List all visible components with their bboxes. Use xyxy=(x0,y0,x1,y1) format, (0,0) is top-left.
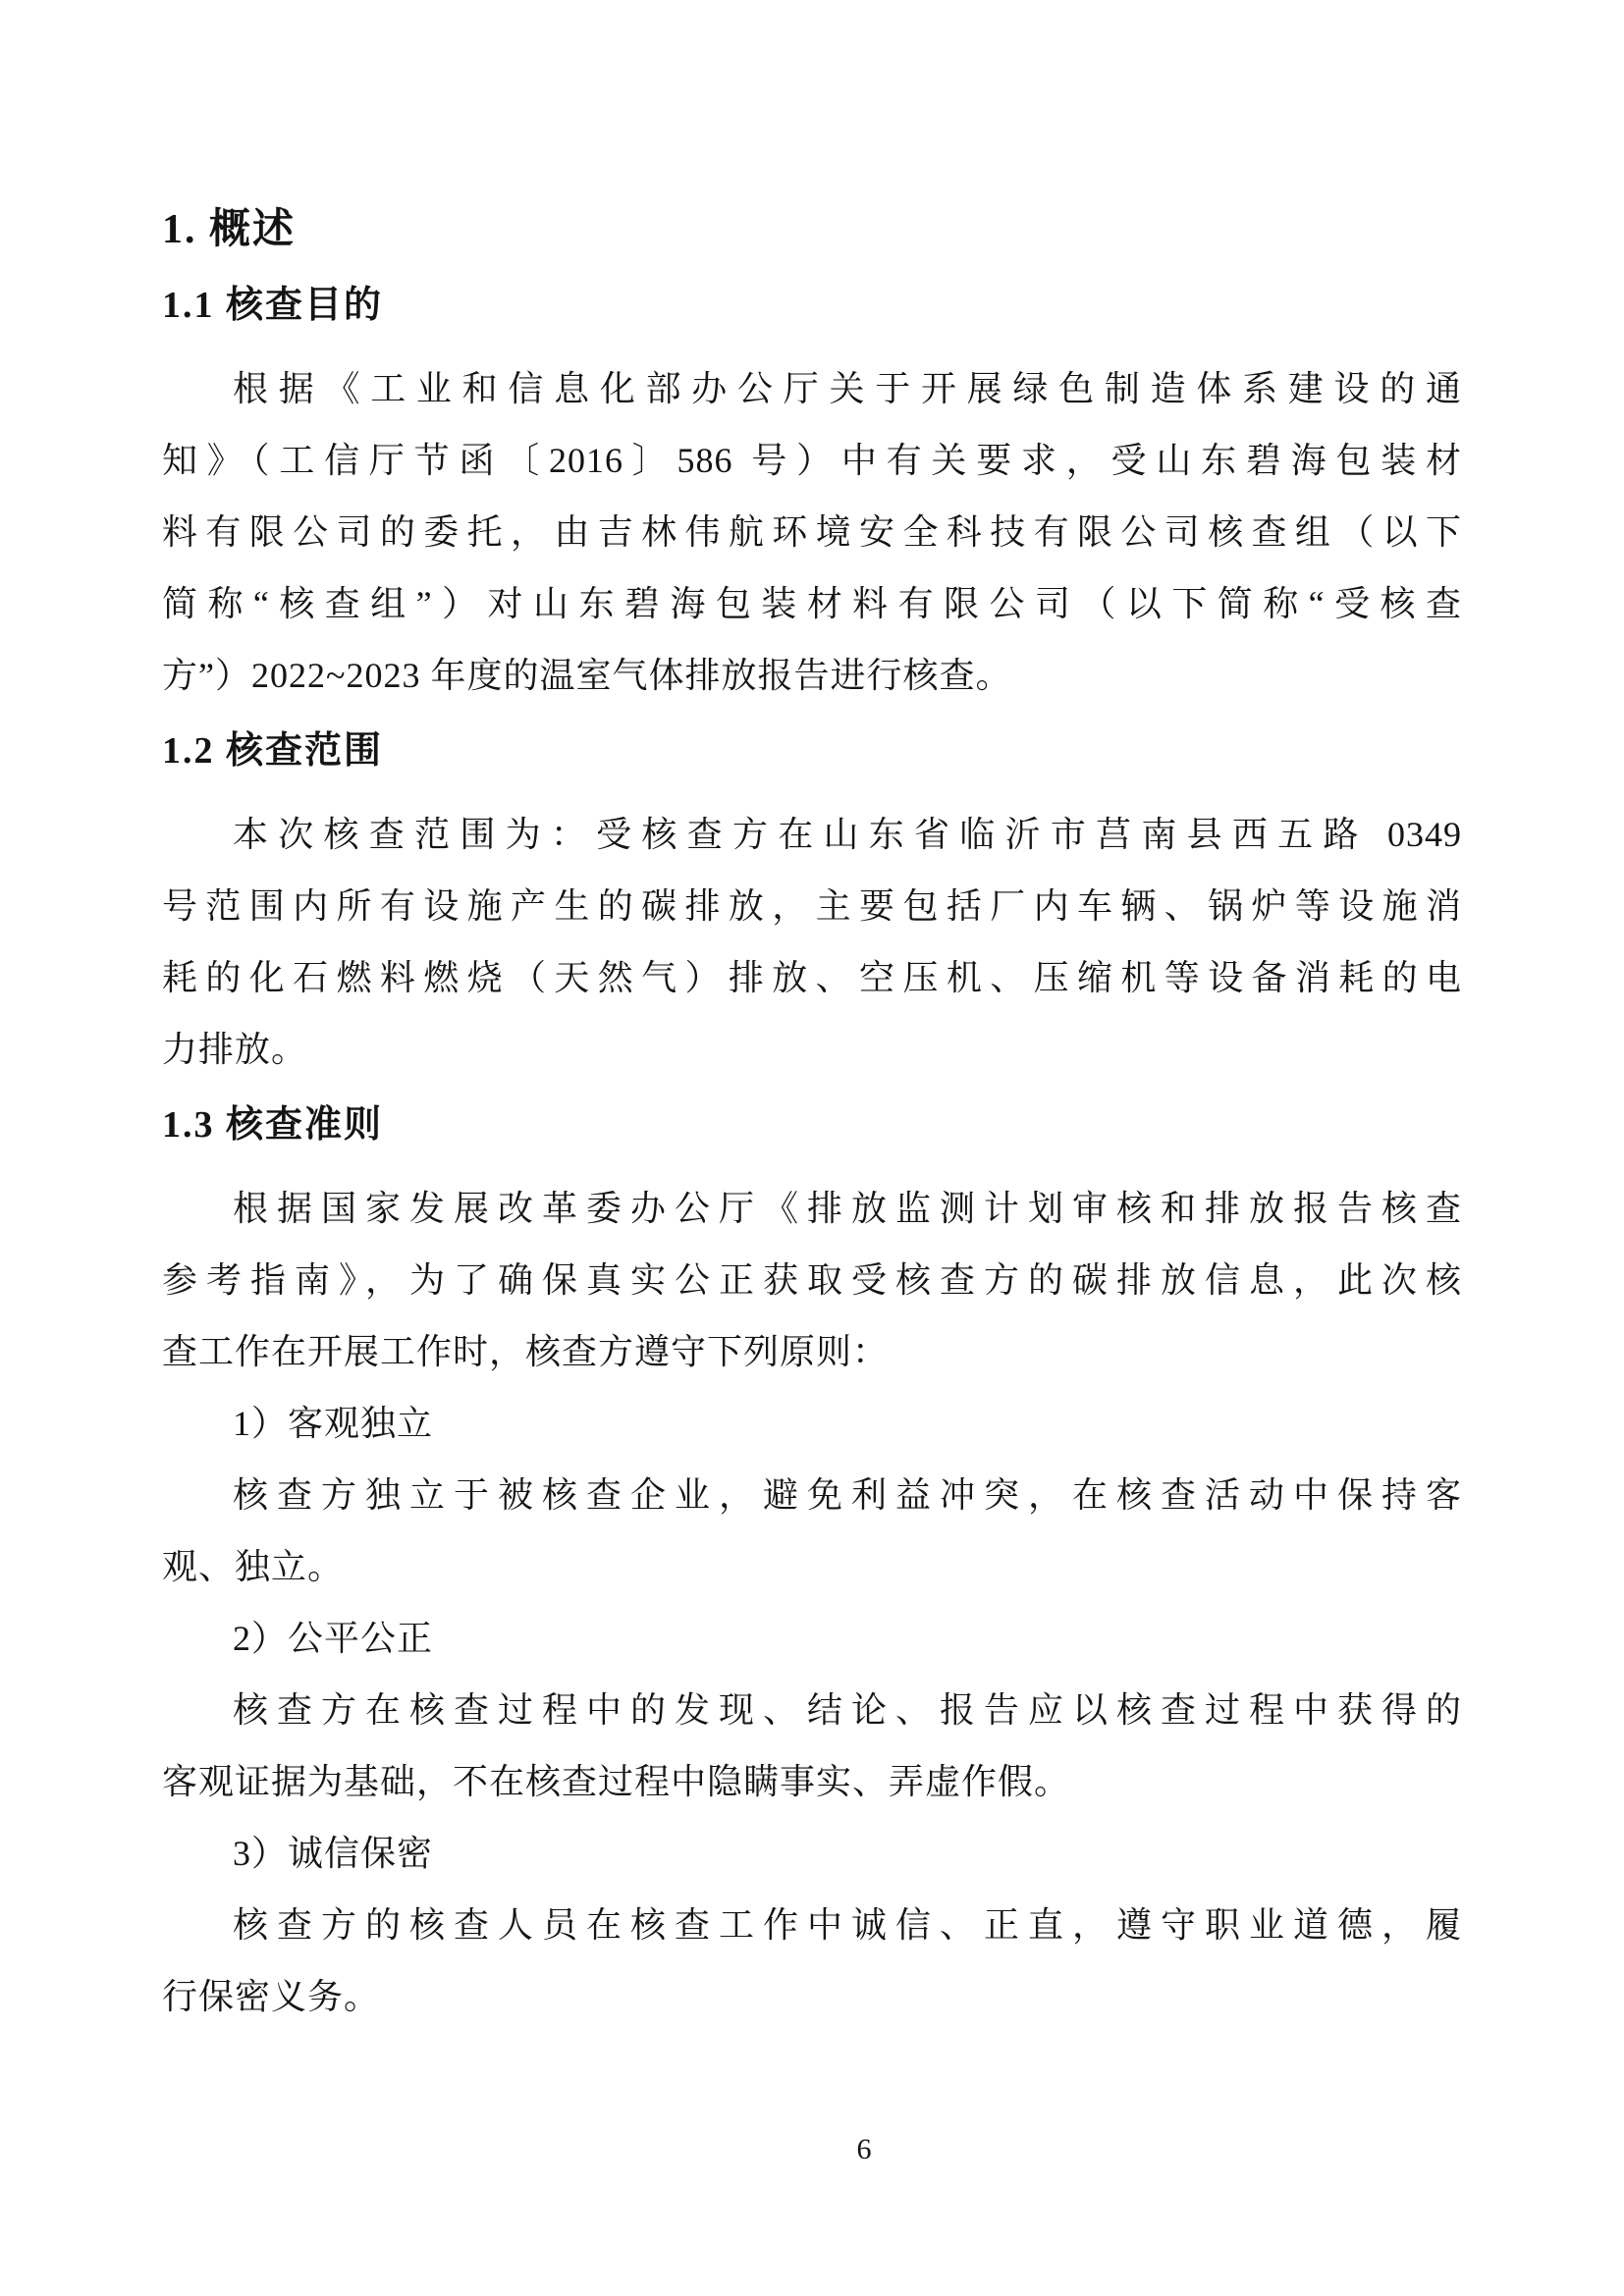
body-line: 核查方独立于被核查企业，避免利益冲突，在核查活动中保持客 xyxy=(233,1475,1462,1515)
body-line: 观、独立。 xyxy=(162,1547,345,1586)
list-item-fair-just: 2）公平公正 xyxy=(233,1619,434,1658)
body-line: 知》（工信厅节函〔2016〕586 号）中有关要求，受山东碧海包装材 xyxy=(162,441,1462,480)
body-line: 行保密义务。 xyxy=(162,1977,381,2016)
document-body xyxy=(162,194,1462,2033)
body-line: 耗的化石燃料燃烧（天然气）排放、空压机、压缩机等设备消耗的电 xyxy=(162,958,1462,997)
body-line: 参考指南》，为了确保真实公正获取受核查方的碳排放信息，此次核 xyxy=(162,1260,1462,1300)
list-item-integrity-confidential: 3）诚信保密 xyxy=(233,1834,434,1873)
body-line: 料有限公司的委托，由吉林伟航环境安全科技有限公司核查组（以下 xyxy=(162,512,1462,552)
body-line: 本次核查范围为：受核查方在山东省临沂市莒南县西五路 0349 xyxy=(233,815,1462,854)
body-line: 力排放。 xyxy=(162,1030,308,1069)
heading-verification-criteria: 1.3 核查准则 xyxy=(162,1104,384,1146)
page-number: 6 xyxy=(856,2133,872,2165)
body-line: 根据国家发展改革委办公厅《排放监测计划审核和排放报告核查 xyxy=(233,1189,1462,1228)
list-item-objective-independent: 1）客观独立 xyxy=(233,1404,434,1443)
body-line: 方”）2022~2023 年度的温室气体排放报告进行核查。 xyxy=(162,656,1012,695)
body-line: 核查方在核查过程中的发现、结论、报告应以核查过程中获得的 xyxy=(233,1690,1462,1730)
heading-verification-purpose: 1.1 核查目的 xyxy=(162,285,384,326)
heading-verification-scope: 1.2 核查范围 xyxy=(162,730,384,772)
body-line: 号范围内所有设施产生的碳排放，主要包括厂内车辆、锅炉等设施消 xyxy=(162,886,1462,926)
body-line: 根据《工业和信息化部办公厅关于开展绿色制造体系建设的通 xyxy=(233,369,1462,408)
body-line: 查工作在开展工作时，核查方遵守下列原则： xyxy=(162,1332,890,1371)
body-line: 简称“核查组”）对山东碧海包装材料有限公司（以下简称“受核查 xyxy=(162,584,1462,623)
body-line: 客观证据为基础，不在核查过程中隐瞒事实、弄虚作假。 xyxy=(162,1762,1071,1801)
heading-overview: 1. 概述 xyxy=(162,207,297,252)
body-line: 核查方的核查人员在核查工作中诚信、正直，遵守职业道德，履 xyxy=(233,1905,1462,1945)
